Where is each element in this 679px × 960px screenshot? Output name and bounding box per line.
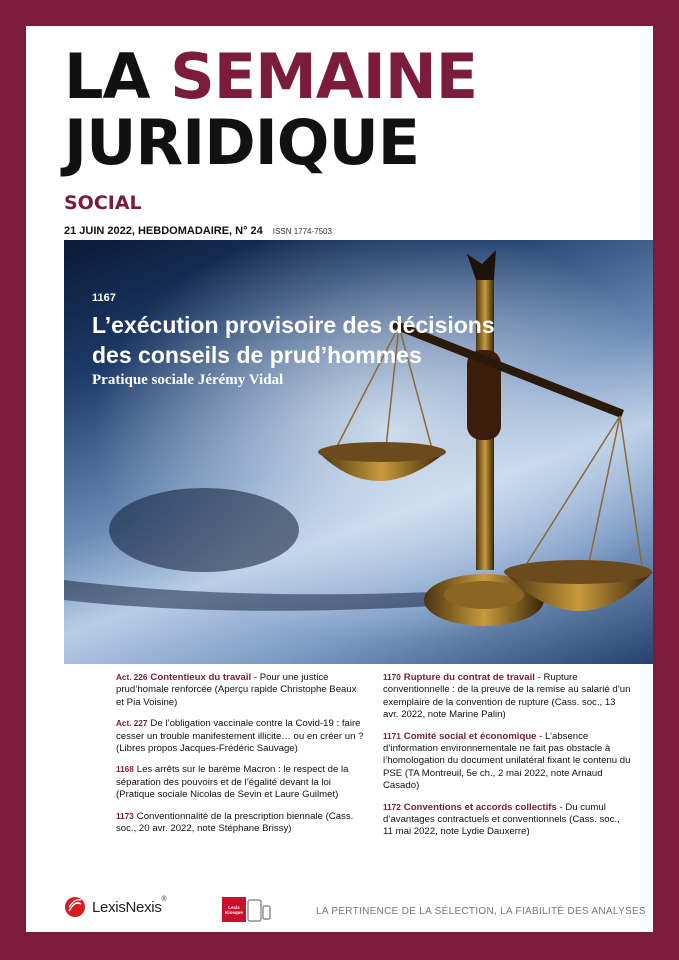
- lexisnexis-logo[interactable]: [64, 896, 167, 918]
- toc-separator: -: [536, 730, 546, 742]
- masthead-juridique: JURIDIQUE: [64, 106, 420, 179]
- toc-left-column: [116, 672, 364, 844]
- toc-number: Act. 227: [116, 719, 148, 729]
- masthead-line-1: [64, 40, 478, 113]
- toc-item[interactable]: [383, 802, 631, 839]
- issue-dateline: [64, 225, 332, 237]
- toc-item[interactable]: [116, 672, 364, 709]
- toc-text: Rupture conventionnelle : de la preuve de la remise au salarié d’un exemplaire de la convention de rupture (Cass. soc., 13 avr. 2022, note Marine Palin): [383, 672, 631, 721]
- masthead-semaine: SEMAINE: [170, 40, 478, 113]
- scales-of-justice-image: [64, 240, 653, 664]
- feature-title-line-1: L’exécution provisoire des décisions: [92, 312, 495, 338]
- issue-date: 21 JUIN 2022, HEBDOMADAIRE, N° 24: [64, 225, 263, 237]
- registered-mark: ®: [161, 896, 167, 903]
- tagline: LA PERTINENCE DE LA SÉLECTION, LA FIABILITÉ DES ANALYSES: [316, 906, 646, 917]
- toc-heading: Comité social et économique: [403, 730, 537, 742]
- feature-photo: [64, 240, 653, 664]
- toc-right-column: [383, 672, 631, 848]
- feature-title[interactable]: [92, 310, 612, 370]
- publisher-name: LexisNexis: [92, 898, 162, 916]
- lexis-kiosque-badge[interactable]: Lexis Kiosque: [222, 897, 246, 922]
- toc-text: Les arrêts sur le barème Macron : le respect de la séparation des pouvoirs et de l’égalité devant la loi (Pratique sociale Nicolas de Sevin et Laure Guilmet): [116, 764, 349, 801]
- toc-separator: -: [534, 672, 544, 683]
- toc-number: 1173: [116, 811, 134, 821]
- toc-item[interactable]: [116, 764, 364, 801]
- toc-text: L’absence d’information environnementale ne fait pas obstacle à l’homologation du document unilatéral fixant le contenu du PSE (TA Montreuil, 5e ch., 2 mai 2022, note Arnaud Casado): [383, 730, 631, 792]
- toc-text: Pour une justice prud’homale renforcée (Aperçu rapide Christophe Beaux et Pia Voisine): [116, 672, 357, 708]
- toc-text: Du cumul d’avantages contractuels et conventionnels (Cass. soc., 11 mai 2022, note Lydie Dauxerre): [383, 801, 620, 838]
- section-label: SOCIAL: [64, 192, 142, 214]
- toc-heading: Contentieux du travail: [150, 672, 252, 683]
- cover-page: [26, 26, 653, 932]
- toc-text: De l’obligation vaccinale contre la Covid-19 : faire cesser un trouble manifestement illicite… ou en créer un ? (Libres propos Jacques-Frédéric Sauvage): [116, 718, 364, 755]
- toc-heading: Conventions et accords collectifs: [403, 801, 557, 813]
- toc-number: 1168: [116, 765, 134, 775]
- issn: ISSN 1774-7503: [272, 227, 332, 236]
- feature-number: 1167: [92, 292, 116, 304]
- feature-title-line-2: des conseils de prud’hommes: [92, 342, 422, 368]
- lexisnexis-emblem-icon: [64, 896, 86, 918]
- toc-item[interactable]: [116, 811, 364, 836]
- toc-number: 1172: [383, 802, 401, 812]
- toc-number: Act. 226: [116, 673, 148, 682]
- toc-number: 1170: [383, 673, 401, 682]
- toc-text: Conventionnalité de la prescription biennale (Cass. soc., 20 avr. 2022, note Stéphane Brissy): [116, 810, 354, 835]
- toc-item[interactable]: [383, 731, 631, 793]
- toc-number: 1171: [383, 731, 401, 741]
- toc-heading: Rupture du contrat de travail: [403, 672, 535, 683]
- toc-item[interactable]: [383, 672, 631, 722]
- masthead-la: LA: [64, 40, 171, 113]
- toc-separator: -: [556, 801, 566, 813]
- toc-separator: -: [251, 672, 260, 683]
- feature-subtitle: Pratique sociale Jérémy Vidal: [92, 372, 284, 388]
- devices-icon: [247, 898, 271, 923]
- toc-item[interactable]: [116, 718, 364, 755]
